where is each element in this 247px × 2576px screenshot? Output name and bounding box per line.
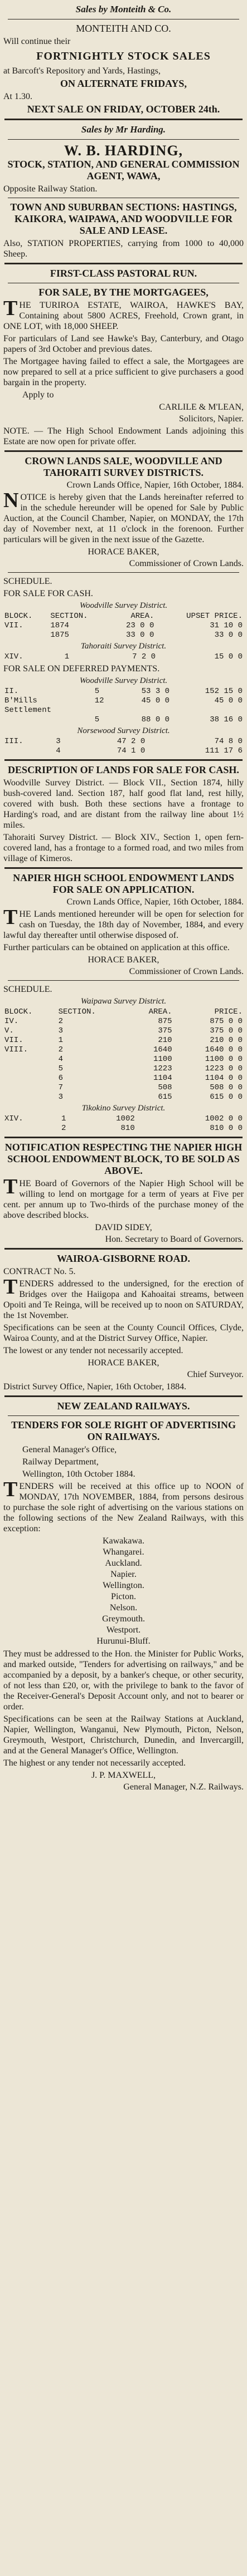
divider: [8, 1415, 239, 1416]
divider: [4, 263, 243, 264]
station-name: Napier.: [110, 1570, 137, 1579]
table-row: [3, 737, 244, 746]
divider: [4, 450, 243, 452]
station-name: Wellington.: [103, 1581, 144, 1590]
table-cell: 15 0 0: [214, 652, 243, 661]
table-cell: [115, 706, 171, 715]
table-cell: 6: [58, 1074, 63, 1083]
signature: DAVID SIDEY,: [95, 1223, 152, 1232]
table-cell: 810 0 0: [210, 1124, 243, 1133]
office-dateline: District Survey Office, Napier, 16th October, 1884.: [3, 1382, 187, 1392]
table-cell: 1875: [50, 631, 69, 640]
table-cell: XIV.: [4, 1114, 23, 1123]
railways-tender: [0, 1400, 247, 1792]
divider: [4, 867, 243, 869]
table-cell: [3, 631, 49, 640]
column-header: UPSET PRICE.: [186, 612, 243, 621]
table-cell: 7: [58, 1083, 63, 1092]
table-cell: [3, 746, 55, 756]
district-heading: Woodville Survey District.: [79, 601, 168, 610]
notice-body: The highest or any tender not necessarily accepted.: [3, 1758, 186, 1768]
endowment-tikokino-table: [3, 1114, 244, 1133]
table-cell: 875: [158, 1017, 172, 1026]
table-cell: 615: [158, 1093, 172, 1102]
table-cell: 5: [94, 687, 100, 696]
column-header: SECTION.: [50, 612, 88, 621]
schedule-subheading: FOR SALE FOR CASH.: [3, 589, 93, 598]
district-heading: Norsewood Survey District.: [77, 726, 170, 735]
divider: [4, 759, 243, 761]
crown-norsewood-table: [3, 737, 244, 756]
office-dateline: Crown Lands Office, Napier, 16th October, 1884.: [66, 897, 244, 907]
signature: CARLILE & M'LEAN,: [159, 402, 244, 412]
table-body: [3, 1114, 244, 1133]
table-cell: [94, 706, 115, 715]
district-heading: Tahoraiti Survey District.: [80, 642, 167, 651]
notice-body: TENDERS addressed to the undersigned, for the erection of Bridges over the Haiigopa and Kahoaitai streams, between Opoiti and Te Reinga, will be received up to noon on SATURDAY, the 1st November.: [3, 1275, 244, 1320]
ad-title: FIRST-CLASS PASTORAL RUN.: [50, 268, 197, 279]
table-cell: 31 10 0: [210, 621, 243, 630]
table-cell: 47 2 0: [117, 737, 146, 746]
table-cell: 4: [58, 1055, 63, 1064]
table-cell: 1100: [153, 1055, 172, 1064]
table-body: [3, 621, 244, 640]
table-row: [3, 715, 244, 725]
notice-body: THE Lands mentioned hereunder will be open for selection for cash on Tuesday, the 18th day of November, 1884, and every lawful day thereafter until otherwise disposed of.: [3, 906, 244, 940]
firm-name: W. B. HARDING,: [64, 142, 183, 159]
table-row: [3, 1055, 244, 1064]
table-cell: B'Mills: [4, 696, 37, 705]
signature: HORACE BAKER,: [88, 1358, 159, 1368]
column-header: BLOCK.: [4, 1007, 33, 1016]
crown-tahoraiti-table: [3, 652, 244, 662]
table-cell: 210 0 0: [210, 1036, 243, 1045]
schedule-heading: SCHEDULE.: [3, 985, 52, 994]
district-heading: Woodville Survey District.: [79, 676, 168, 685]
signature: Hon. Secretary to Board of Governors.: [105, 1235, 244, 1244]
table-cell: 3: [58, 1093, 63, 1102]
table-row: [3, 1114, 244, 1124]
table-cell: VII.: [4, 1036, 23, 1045]
table-body: [3, 687, 244, 725]
table-cell: XIV.: [4, 652, 23, 661]
station-name: Picton.: [111, 1592, 136, 1601]
table-row: [3, 1083, 244, 1093]
table-cell: 152 15 0: [205, 687, 243, 696]
signature: Commissioner of Crown Lands.: [129, 559, 244, 568]
divider: [4, 1395, 243, 1397]
notice-title: CROWN LANDS SALE, WOODVILLE AND TAHORAITI SURVEY DISTRICTS.: [25, 455, 222, 478]
signature: Solicitors, Napier.: [179, 414, 244, 424]
office-dateline: Railway Department,: [22, 1457, 99, 1467]
station-name: Westport.: [106, 1625, 141, 1635]
table-cell: 33 0 0: [125, 631, 154, 640]
table-cell: 45 0 0: [214, 696, 243, 705]
signature: Commissioner of Crown Lands.: [129, 967, 244, 976]
table-cell: [3, 1124, 60, 1133]
district-heading: Tikokino Survey District.: [81, 1104, 166, 1113]
table-cell: 1: [64, 652, 70, 661]
table-cell: 1104 0 0: [205, 1074, 243, 1083]
ad-subtitle: FOR SALE, BY THE MORTGAGEES,: [38, 287, 209, 298]
table-cell: 5: [94, 715, 100, 724]
table-row: [3, 746, 244, 756]
notice-body: TENDERS will be received at this office up to NOON of MONDAY, 17th NOVEMBER, 1884, from persons desirous to purchase the sole right of advertising on the various stations on the following sections of the New Zealand Railways, with this exception:: [3, 1478, 244, 1533]
crown-cash-schedule-table: [3, 612, 244, 640]
table-cell: 1002: [116, 1114, 135, 1123]
station-name: Whangarei.: [103, 1547, 144, 1557]
table-cell: [3, 1074, 57, 1083]
table-row: [3, 696, 244, 706]
office-dateline: Crown Lands Office, Napier, 16th October, 1884.: [66, 480, 244, 490]
signature: General Manager, N.Z. Railways.: [123, 1782, 244, 1792]
table-cell: 2: [58, 1017, 63, 1026]
table-cell: 508 0 0: [210, 1083, 243, 1092]
district-heading: Waipawa Survey District.: [80, 997, 167, 1006]
table-cell: 1002 0 0: [205, 1114, 243, 1123]
table-cell: [3, 1083, 57, 1093]
divider: [8, 572, 239, 573]
ad-body: Apply to: [22, 390, 54, 400]
table-cell: 375: [158, 1026, 172, 1035]
table-cell: 3: [58, 1026, 63, 1035]
notice-body: Further particulars can be obtained on application at this office.: [3, 943, 230, 952]
table-cell: 1223: [153, 1064, 172, 1073]
table-cell: 1104: [153, 1074, 172, 1083]
column-header: PRICE.: [214, 1007, 243, 1016]
table-cell: VIII.: [4, 1045, 28, 1054]
table-cell: [171, 706, 244, 715]
ad-line: TOWN AND SUBURBAN SECTIONS: HASTINGS, KAIKORA, WAIPAWA, AND WOODVILLE FOR SALE AND LEASE.: [10, 201, 237, 236]
ad-headline: FORTNIGHTLY STOCK SALES: [36, 50, 211, 62]
ad-line: STOCK, STATION, AND GENERAL COMMISSION AGENT, WAWA,: [7, 159, 240, 181]
table-cell: 875 0 0: [210, 1017, 243, 1026]
table-cell: 23 0 0: [125, 621, 154, 630]
notice-body: Specifications can be seen at the County Council Offices, Clyde, Wairoa County, and at the District Survey Office, Napier.: [3, 1323, 244, 1343]
section-header: Sales by Monteith & Co.: [75, 4, 172, 14]
table-row: [3, 621, 244, 631]
land-description-notice: [0, 764, 247, 864]
table-cell: 810: [120, 1124, 135, 1133]
column-header: AREA.: [130, 612, 154, 621]
table-cell: V.: [4, 1026, 14, 1035]
signature: HORACE BAKER,: [88, 547, 159, 557]
table-cell: 5: [58, 1064, 63, 1073]
table-row: [3, 687, 244, 696]
pastoral-run-advertisement: [0, 268, 247, 447]
table-cell: [3, 1093, 57, 1102]
table-cell: 1223 0 0: [205, 1064, 243, 1073]
station-name: Hurunui-Bluff.: [96, 1636, 151, 1646]
table-cell: 74 8 0: [214, 737, 243, 746]
table-row: [3, 1064, 244, 1074]
table-row: [3, 1124, 244, 1133]
table-body: [3, 1017, 244, 1102]
monteith-advertisement: [0, 3, 247, 115]
notice-title: WAIROA-GISBORNE ROAD.: [56, 1253, 191, 1264]
table-cell: [3, 715, 94, 725]
ad-line: At 1.30.: [3, 92, 32, 101]
ad-line: Also, STATION PROPERTIES, carrying from 1000 to 40,000 Sheep.: [3, 239, 244, 259]
station-name: Greymouth.: [102, 1614, 145, 1624]
crown-deferred-table: [3, 687, 244, 725]
wairoa-road-tender: [0, 1253, 247, 1392]
table-row: [3, 1093, 244, 1102]
signature: J. P. MAXWELL,: [91, 1771, 156, 1780]
harding-advertisement: [0, 124, 247, 259]
table-cell: 53 3 0: [141, 687, 170, 696]
ad-line: Will continue their: [3, 37, 71, 46]
table-cell: 210: [158, 1036, 172, 1045]
ad-body: The Mortgagee having failed to effect a sale, the Mortgagees are now prepared to sell at a price sufficient to give purchasers a good bargain in the property.: [3, 357, 244, 387]
high-school-endowment-notice: [0, 872, 247, 1133]
table-cell: 3: [56, 737, 61, 746]
station-name: Auckland.: [105, 1559, 142, 1568]
next-sale: NEXT SALE ON FRIDAY, OCTOBER 24th.: [27, 104, 220, 115]
table-cell: 1: [61, 1114, 66, 1123]
table-cell: 1640: [153, 1045, 172, 1054]
notice-body: The lowest or any tender not necessarily accepted.: [3, 1346, 183, 1355]
table-cell: 45 0 0: [141, 696, 170, 705]
table-row: [3, 1074, 244, 1083]
notice-title: NEW ZEALAND RAILWAYS.: [57, 1400, 190, 1412]
ad-body: THE TURIROA ESTATE, WAIROA, HAWKE'S BAY, Containing about 5800 ACRES, Freehold, Crown grant, in ONE LOT, with 18,000 SHEEP.: [3, 297, 244, 331]
table-row: [3, 631, 244, 640]
contract-number: CONTRACT No. 5.: [3, 1267, 76, 1276]
table-row: [3, 1036, 244, 1045]
ad-body: For particulars of Land see Hawke's Bay, Canterbury, and Otago papers of 3rd October and previous dates.: [3, 334, 244, 354]
divider: [4, 119, 243, 120]
crown-lands-notice: [0, 455, 247, 756]
notice-body: Tahoraiti Survey District. — Block XIV., Section 1, open fern-covered land, has a frontage to a formed road, and two miles from village of Kimeros.: [3, 833, 244, 863]
table-cell: 111 17 6: [205, 746, 243, 755]
table-cell: 88 0 0: [141, 715, 170, 724]
signature: Chief Surveyor.: [187, 1370, 244, 1379]
section-header: Sales by Mr Harding.: [81, 124, 166, 135]
table-row: [3, 1045, 244, 1055]
table-cell: 2: [58, 1045, 63, 1054]
table-cell: [3, 1055, 57, 1064]
column-header: AREA.: [148, 1007, 172, 1016]
ad-line: ON ALTERNATE FRIDAYS,: [60, 78, 187, 89]
table-cell: 1874: [50, 621, 69, 630]
divider: [8, 980, 239, 981]
table-cell: 1: [58, 1036, 63, 1045]
table-cell: 508: [158, 1083, 172, 1092]
divider: [8, 139, 239, 140]
station-name: Kawakawa.: [102, 1536, 145, 1546]
table-cell: 12: [94, 696, 104, 705]
column-header: SECTION.: [58, 1007, 96, 1016]
station-list: [3, 1536, 244, 1647]
table-cell: 1100 0 0: [205, 1055, 243, 1064]
table-cell: 33 0 0: [214, 631, 243, 640]
table-row: [3, 1026, 244, 1036]
table-cell: Settlement: [4, 706, 52, 715]
table-cell: 615 0 0: [210, 1093, 243, 1102]
table-row: [3, 652, 244, 662]
ad-line: Opposite Railway Station.: [3, 184, 98, 194]
office-dateline: Wellington, 10th October 1884.: [22, 1469, 135, 1479]
table-cell: [3, 1064, 57, 1074]
notice-subtitle: TENDERS FOR SOLE RIGHT OF ADVERTISING ON RAILWAYS.: [11, 1419, 236, 1442]
table-cell: 2: [61, 1124, 66, 1133]
notice-body: THE Board of Governors of the Napier High School will be willing to lend on mortgage for a term of years at Five per cent. per annum up to Two-thirds of the purchase money of the above described blocks.: [3, 1175, 244, 1220]
station-name: Nelson.: [109, 1603, 138, 1613]
table-cell: 1640 0 0: [205, 1045, 243, 1054]
ad-line: at Barcoft's Repository and Yards, Hastings,: [3, 66, 161, 76]
divider: [4, 1137, 243, 1138]
table-body: [3, 652, 244, 662]
table-cell: II.: [4, 687, 19, 696]
table-cell: 375 0 0: [210, 1026, 243, 1035]
board-notification: [0, 1142, 247, 1245]
table-body: [3, 737, 244, 756]
table-cell: VII.: [4, 621, 23, 630]
endowment-schedule-table: [3, 1007, 244, 1102]
ad-note: NOTE. — The High School Endowment Lands adjoining this Estate are now open for private offer.: [3, 426, 244, 446]
table-header-row: [3, 1007, 244, 1017]
notice-title: NAPIER HIGH SCHOOL ENDOWMENT LANDS FOR SALE ON APPLICATION.: [13, 872, 234, 895]
notice-title: NOTIFICATION RESPECTING THE NAPIER HIGH SCHOOL ENDOWMENT BLOCK, TO BE SOLD AS ABOVE.: [4, 1142, 243, 1176]
table-cell: 74 1 0: [117, 746, 146, 755]
table-cell: III.: [4, 737, 23, 746]
table-cell: IV.: [4, 1017, 19, 1026]
table-cell: 4: [56, 746, 61, 755]
table-row: [3, 1017, 244, 1026]
office-dateline: General Manager's Office,: [22, 1445, 117, 1454]
divider: [4, 1248, 243, 1250]
notice-title: DESCRIPTION OF LANDS FOR SALE FOR CASH.: [8, 764, 239, 775]
schedule-subheading: FOR SALE ON DEFERRED PAYMENTS.: [3, 664, 160, 674]
schedule-heading: SCHEDULE.: [3, 577, 52, 586]
notice-body: Woodville Survey District. — Block VII., Section 1874, hilly bush-covered land. Section 187, half good flat land, rest hilly, covered with bush. Both these sections have a frontage to Harding's road, and are distant from the railway line about 1½ miles.: [3, 778, 244, 830]
firm-name: MONTEITH AND CO.: [76, 23, 171, 34]
table-row: [3, 706, 244, 715]
notice-body: They must be addressed to the Hon. the Minister for Public Works, and marked outside, "Tenders for advertising on railways," and be accompanied by a deposit, by a banker's cheque, or other security, of not less than £20, or, with the privilege to bank to the favor of the Receiver-General's Deposit Account only, and not to bearer or order.: [3, 1649, 244, 1712]
table-cell: 7 2 0: [132, 652, 156, 661]
notice-body: Specifications can be seen at the Railway Stations at Auckland, Napier, Wellington, Wanganui, New Plymouth, Picton, Nelson, Greymouth, Westport, Christchurch, Dunedin, and Invercargill, and at the General Manager's Office, Wellington.: [3, 1714, 244, 1756]
table-cell: 38 16 0: [210, 715, 243, 724]
column-header: BLOCK.: [4, 612, 33, 621]
signature: HORACE BAKER,: [88, 955, 159, 965]
notice-body: NOTICE is hereby given that the Lands hereinafter referred to in the schedule hereunder will be opened for Sale by Public Auction, at the Council Chamber, Napier, on MONDAY, the 17th day of November next, at 11 o'clock in the forenoon. Further particulars will be given in the next issue of the Gazette.: [3, 489, 244, 544]
table-header-row: [3, 612, 244, 621]
